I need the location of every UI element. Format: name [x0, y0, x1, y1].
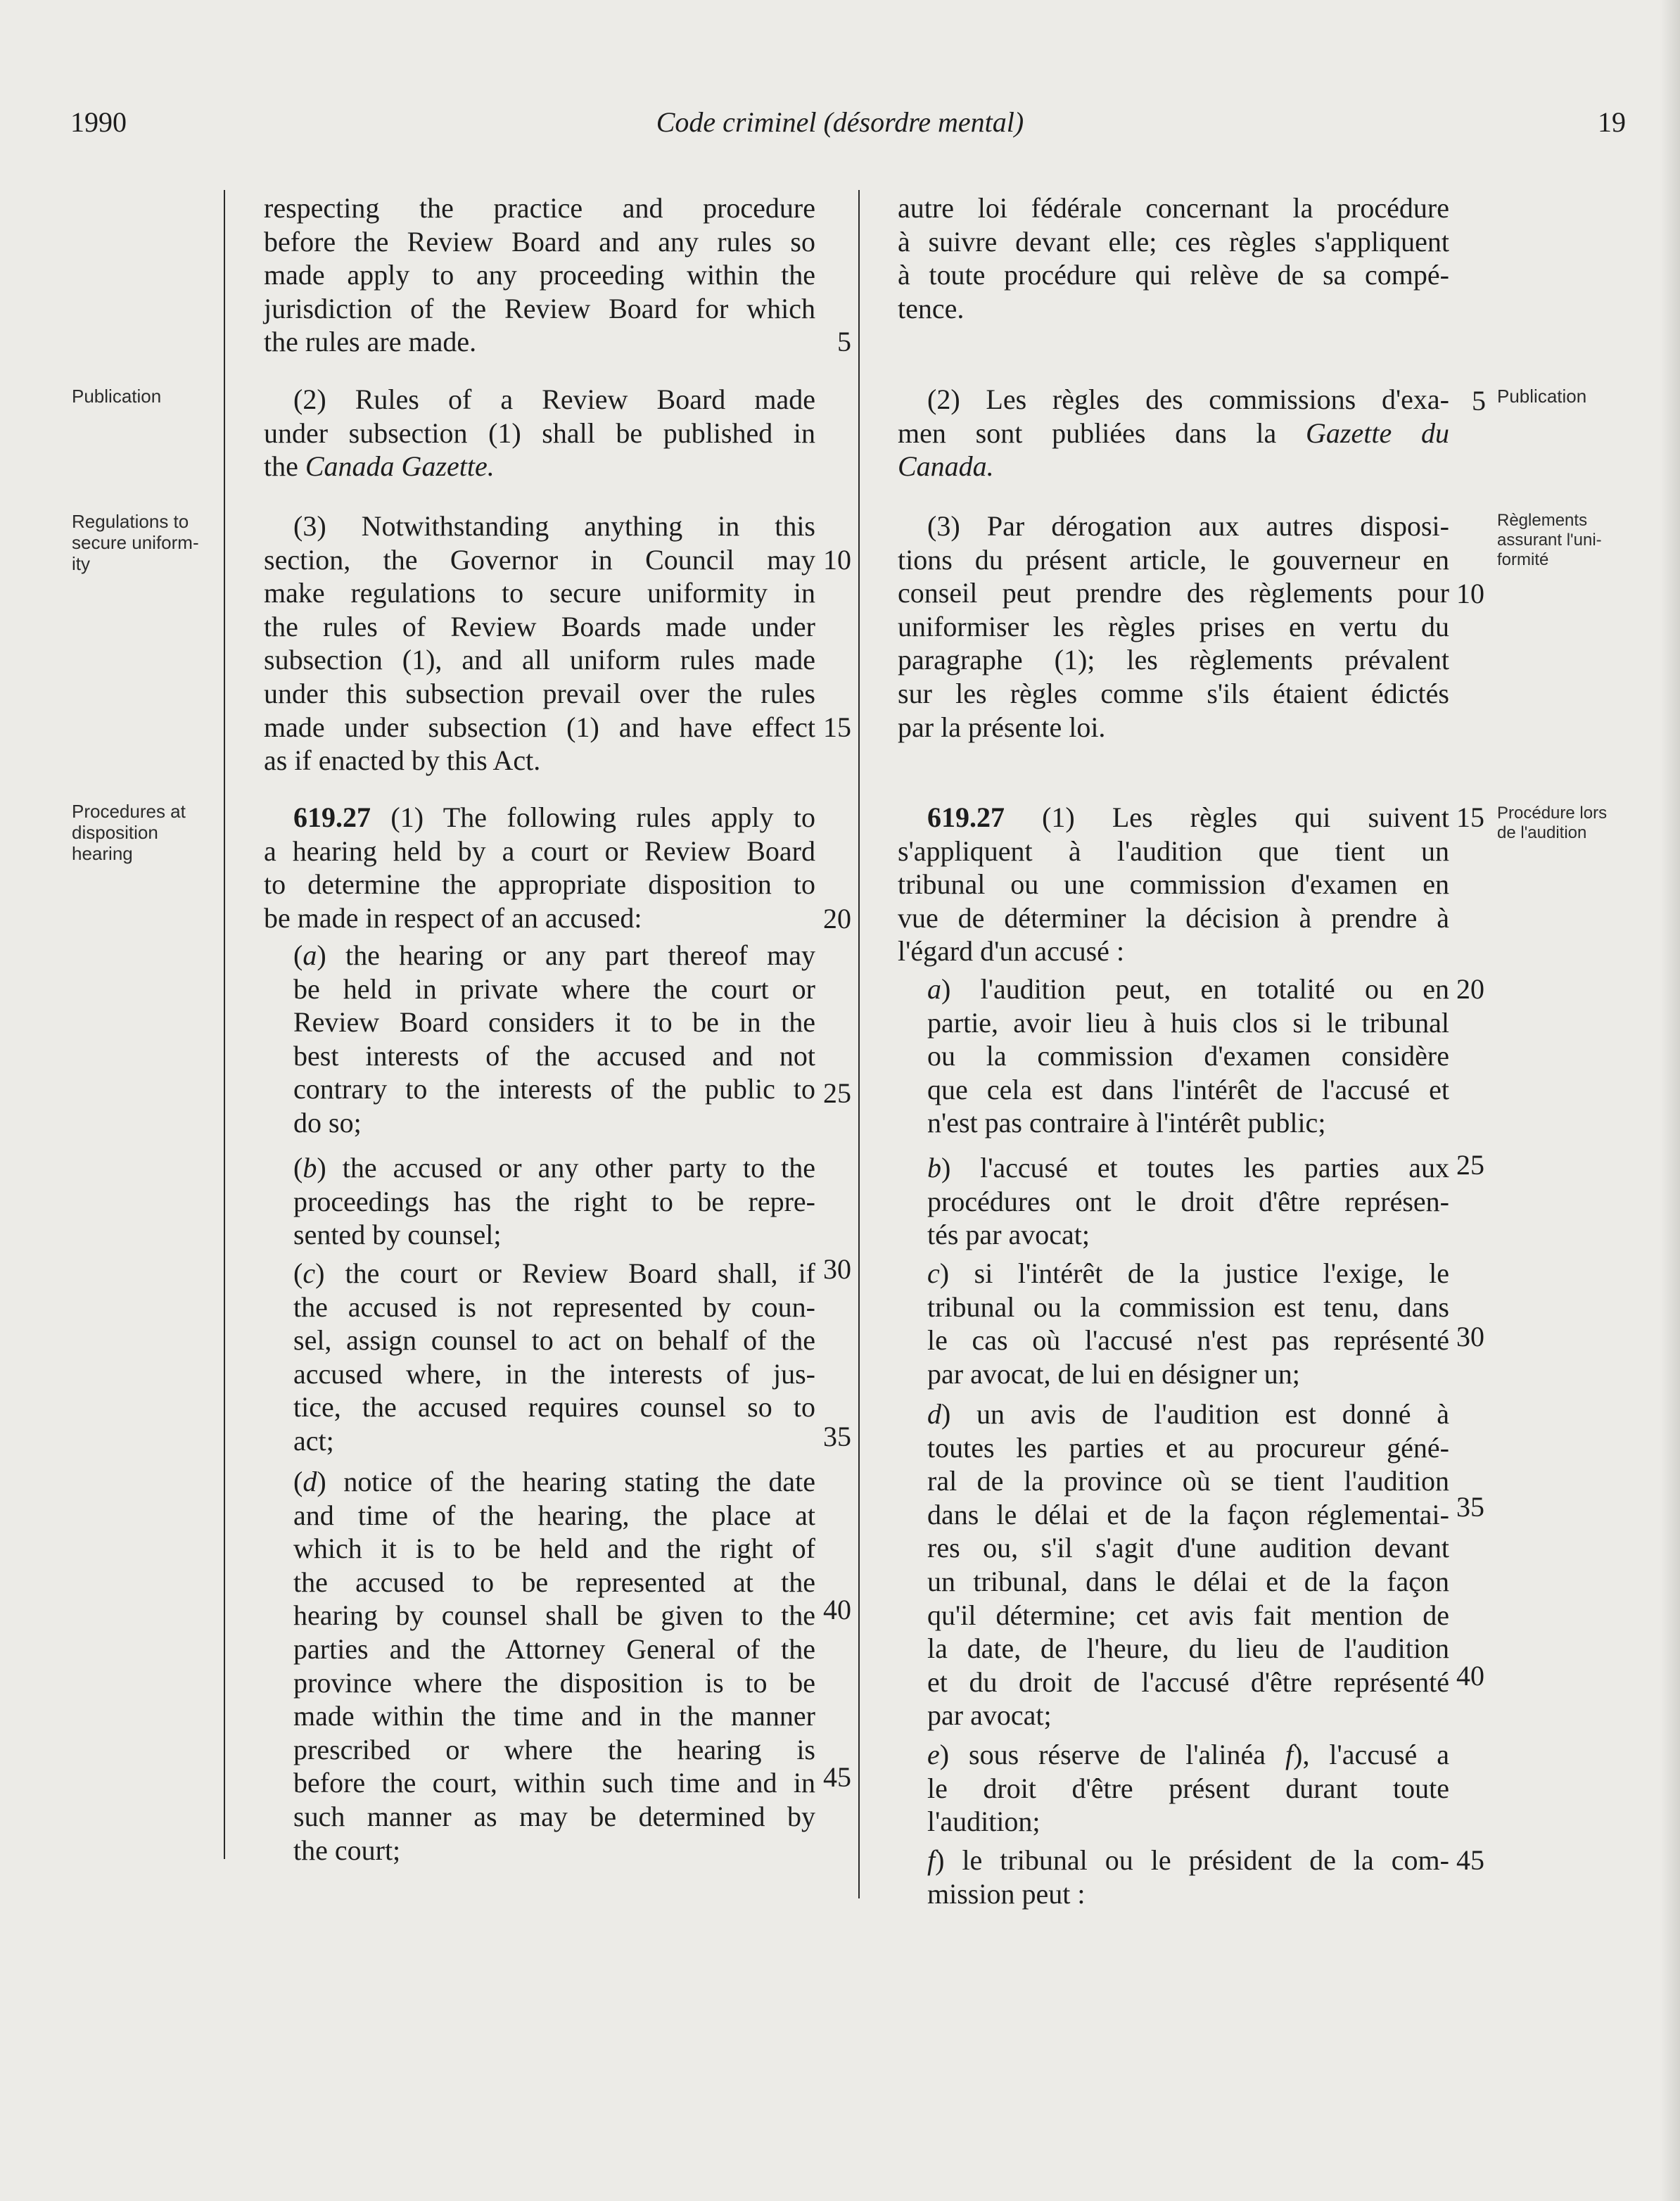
- fr-line-number: 25: [1456, 1149, 1484, 1181]
- fr-paragraph-1: autre loi fédérale concernant la procédure à suivre devant elle; ces règles s'appliquent à toute procédure qui relève de sa compé- tence.: [898, 192, 1449, 324]
- en-item-b: (b) the accused or any other party to the proceedings has the right to be repre- sented by counsel;: [293, 1152, 815, 1251]
- fr-line-number: 5: [1472, 385, 1486, 417]
- en-paragraph-2: (2) Rules of a Review Board made under subsection (1) shall be published in the Canada Gazette.: [264, 383, 815, 483]
- french-column: [898, 191, 1449, 1908]
- header-title: Code criminel (désordre mental): [656, 106, 1024, 138]
- left-column-rule: [224, 190, 225, 1859]
- en-line-number: 30: [823, 1253, 851, 1285]
- fr-line-number: 20: [1456, 973, 1484, 1005]
- fr-item-a: a) l'audition peut, en totalité ou en partie, avoir lieu à huis clos si le tribunal ou la commission d'examen considère que cela est dans l'intérêt de l'accusé et n'est pas contraire à l'intérêt public;: [927, 973, 1449, 1139]
- fr-item-f: f) le tribunal ou le président de la com- mission peut :: [927, 1844, 1449, 1910]
- header-year: 1990: [70, 106, 127, 138]
- english-column: [264, 191, 815, 1880]
- fr-item-e: e) sous réserve de l'alinéa f), l'accusé a le droit d'être présent durant toute l'audition;: [927, 1739, 1449, 1838]
- fr-paragraph-2: (2) Les règles des commissions d'exa- men sont publiées dans la Gazette du Canada.: [898, 383, 1449, 483]
- margin-note-regulations-en: Regulations to secure uniform- ity: [72, 511, 199, 574]
- fr-line-number: 30: [1456, 1321, 1484, 1352]
- en-line-number: 5: [837, 326, 851, 357]
- en-line-number: 40: [823, 1594, 851, 1625]
- en-line-number: 25: [823, 1077, 851, 1109]
- en-section-619-27: 619.27 (1) The following rules apply to a hearing held by a court or Review Board to determine the appropriate disposition to be made in respect of an accused:: [264, 801, 815, 934]
- fr-item-c: c) si l'intérêt de la justice l'exige, le tribunal ou la commission est tenu, dans le cas où l'accusé n'est pas représenté par avocat, de lui en désigner un;: [927, 1257, 1449, 1390]
- margin-note-publication-en: Publication: [72, 386, 162, 407]
- en-line-number: 45: [823, 1761, 851, 1793]
- fr-item-b: b) l'accusé et toutes les parties aux procédures ont le droit d'être représen- tés par avocat;: [927, 1152, 1449, 1251]
- en-item-c: (c) the court or Review Board shall, if the accused is not represented by coun- sel, assign counsel to act on behalf of the accused where, in the interests of jus- tice, the accused requires counsel so to act;: [293, 1257, 815, 1457]
- en-line-number: 15: [823, 711, 851, 743]
- en-paragraph-1: respecting the practice and procedure before the Review Board and any rules so made apply to any proceeding within the jurisdiction of the Review Board for which the rules are made.: [264, 192, 815, 358]
- center-column-rule: [858, 190, 860, 1898]
- fr-line-number: 10: [1456, 578, 1484, 609]
- margin-note-procedure-fr: Procédure lors de l'audition: [1497, 804, 1608, 842]
- fr-line-number: 40: [1456, 1660, 1484, 1692]
- en-paragraph-3: (3) Notwithstanding anything in this section, the Governor in Council may make regulations to secure uniformity in the rules of Review Boards made under subsection (1), and all uniform rules made under this subsection prevail over the rules made under subsection (1) and have effect as if enacted by this Act.: [264, 510, 815, 777]
- fr-item-d: d) un avis de l'audition est donné à toutes les parties et au procureur géné- ral de la province où se tient l'audition dans le délai et de la façon réglementai- res ou, s'il s'agit d'une audition devant un tribunal, dans le délai et de la façon qu'il détermine; cet avis fait mention de la date, de l'heure, du lieu de l'audition et du droit de l'accusé d'être représenté par avocat;: [927, 1398, 1449, 1732]
- en-line-number: 10: [823, 544, 851, 576]
- fr-paragraph-3: (3) Par dérogation aux autres disposi- tions du présent article, le gouverneur en conseil peut prendre des règlements pour uniformiser les règles prises en vertu du paragraphe (1); les règlements prévalent sur les règles comme s'ils étaient édictés par la présente loi.: [898, 510, 1449, 743]
- margin-note-reglements-fr: Règlements assurant l'uni- formité: [1497, 511, 1602, 569]
- en-line-number: 20: [823, 903, 851, 934]
- section-number: 619.27: [927, 801, 1005, 833]
- page-edge-shadow: [1660, 0, 1680, 2201]
- section-number: 619.27: [293, 801, 371, 833]
- en-item-a: (a) the hearing or any part thereof may be held in private where the court or Review Board considers it to be in the best interests of the accused and not contrary to the interests of the public to do so;: [293, 939, 815, 1138]
- fr-line-number: 45: [1456, 1844, 1484, 1876]
- margin-note-procedures-en: Procedures at disposition hearing: [72, 801, 186, 864]
- fr-line-number: 15: [1456, 801, 1484, 833]
- fr-line-number: 35: [1456, 1491, 1484, 1523]
- fr-section-619-27: 619.27 (1) Les règles qui suivent s'appliquent à l'audition que tient un tribunal ou une commission d'examen en vue de déterminer la décision à prendre à l'égard d'un accusé :: [898, 801, 1449, 968]
- en-item-d: (d) notice of the hearing stating the date and time of the hearing, the place at which it is to be held and the right of the accused to be represented at the hearing by counsel shall be given to the parties and the Attorney General of the province where the disposition is to be made within the time and in the manner prescribed or where the hearing is before the court, within such time and in such manner as may be determined by the court;: [293, 1466, 815, 1866]
- page-number: 19: [1598, 106, 1626, 138]
- margin-note-publication-fr: Publication: [1497, 386, 1587, 407]
- en-line-number: 35: [823, 1421, 851, 1452]
